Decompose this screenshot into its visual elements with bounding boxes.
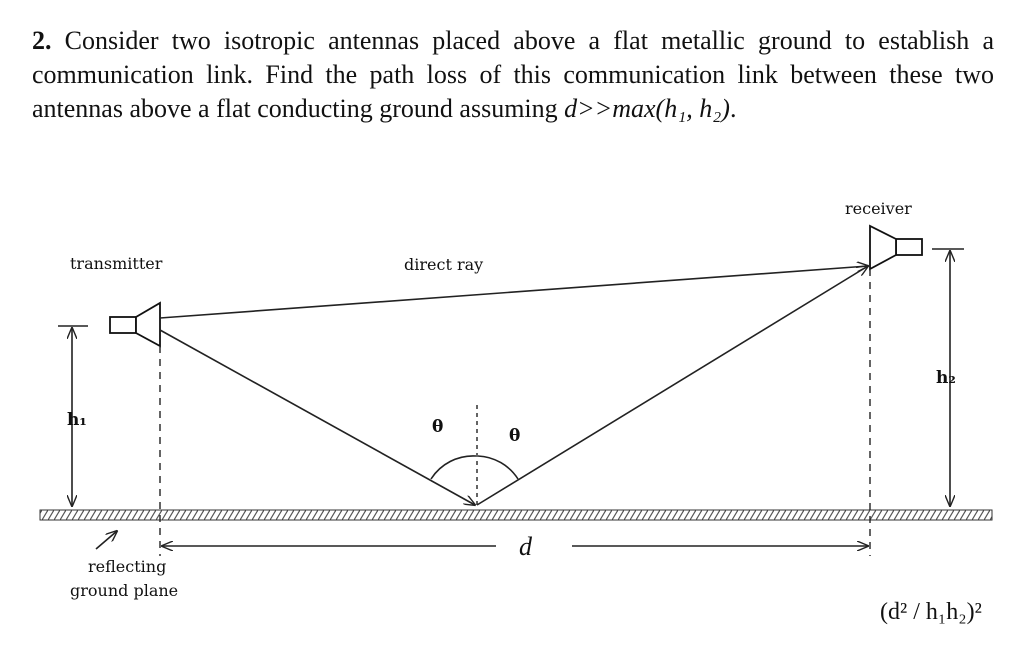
problem-end: . xyxy=(729,94,737,123)
path-loss-formula: (d² / h₁h₂)² xyxy=(880,599,982,625)
incident-ray-line xyxy=(160,330,475,505)
transmitter-antenna-icon xyxy=(110,303,160,346)
receiver-antenna-icon xyxy=(870,226,922,269)
direct-ray-label: direct ray xyxy=(404,255,484,274)
ground-plane xyxy=(40,510,992,520)
problem-text: Consider two isotropic antennas placed above a flat metallic ground to establish a communication link. Find the path loss of this communication link between these two antennas above a flat conducting ground assuming xyxy=(32,26,994,123)
problem-number: 2. xyxy=(32,26,52,55)
theta-right-label: θ xyxy=(509,426,521,446)
problem-condition: d>>max(h₁, h₂) xyxy=(564,94,730,123)
ground-pointer-arrow xyxy=(96,531,117,549)
reflected-ray-line xyxy=(477,266,868,505)
angle-arc-left xyxy=(431,456,476,479)
ground-label-line2: ground plane xyxy=(70,581,179,600)
theta-left-label: θ xyxy=(432,417,444,437)
ground-label-line1: reflecting xyxy=(88,557,167,576)
distance-label: d xyxy=(519,532,532,561)
direct-ray-line xyxy=(160,266,868,318)
h1-label: h₁ xyxy=(67,410,87,430)
receiver-label: receiver xyxy=(845,199,912,218)
angle-arc-right xyxy=(478,456,518,479)
h2-label: h₂ xyxy=(936,368,956,388)
transmitter-label: transmitter xyxy=(70,254,163,273)
